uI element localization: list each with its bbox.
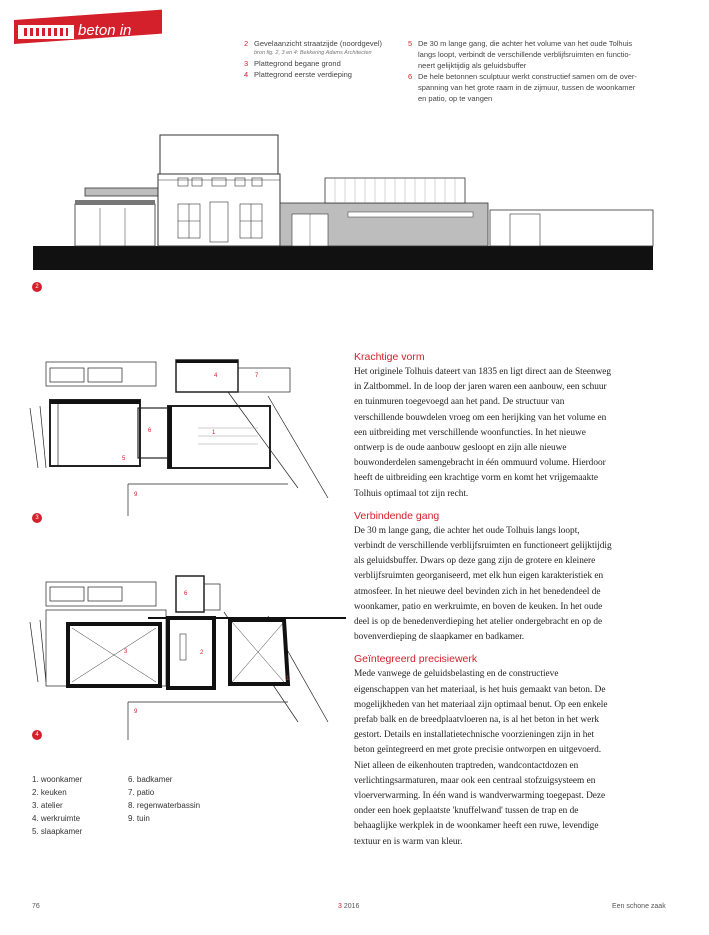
plan-label: 9 [134,709,138,715]
plan-label: 1 [212,430,216,436]
legend-item: 6. badkamer [128,775,173,784]
first-floor-plan [28,572,346,740]
legend-item: 1. woonkamer [32,775,83,784]
plan-label: 5 [122,456,126,462]
issue-label: 3 2016 [338,903,360,910]
section-heading: Krachtige vorm [354,351,425,363]
caption-source: bron fig. 2, 3 en 4: Bekkering Adams Architecten [254,50,372,56]
plan-label: 2 [200,650,204,656]
caption-item: 5 De 30 m lange gang, die achter het volume van het oude Tolhuis langs loopt, verbindt de verschillende verblijfsruimten en functio- neert gelijktijdig als geluidsbuffer [408,39,633,70]
legend-item: 2. keuken [32,788,67,797]
caption-item: 6 De hele betonnen sculptuur werkt constructief samen om de over- spanning van het grote raam in de zijmuur, tussen de woonkamer en patio, op te vangen [408,72,637,103]
section-paragraph: Mede vanwege de geluidsbelasting en de constructieve eigenschappen van het materiaal, is het huis gemaakt van beton. De mogelijkheden van het materiaal zijn optimaal benut. Op een enkele prefab balk en de breedplaatvloeren na, is al het beton in het werk gestort. Details en installatietechnische voorzieningen zijn in het beton geïntegreerd en met grote precisie ontworpen en uitgevoerd. Niet alleen de eikenhouten traptreden, wandcontactdozen en verlichtingsarmaturen, maar ook een centraal stofzuigsysteem en vloerverwarming. In één wand is wandverwarming toegepast. Deze onder een hoek geplaatste 'knuffelwand' tussen de trap en de behaaglijke werkplek in de woonkamer heeft een ruwe, levendige textuur en is warm van kleur. [354,669,608,847]
plan-label: 9 [134,492,138,498]
legend-item: 7. patio [128,788,155,797]
facade-elevation-drawing [30,130,655,275]
section-name: Een schone zaak [612,903,666,910]
brand-header [14,20,164,56]
section-paragraph: Het originele Tolhuis dateert van 1835 en ligt direct aan de Steenweg in Zaltbommel. In de loop der jaren waren een aanbouw, een schuur en tuinmuren toegevoegd aan het pand. De structuur van verschillende bouwdelen vroeg om een herijking van het volume en een uitbreiding met verschillende woonfuncties. In het nieuwe ontwerp is de oude aanbouw gesloopt en zijn alle nieuwe bouwonderdelen samengebracht in één ommuurd volume. Hierdoor heeft de uitbreiding een krachtige vorm en komt het vrijgemaakte Tolhuis optimaal tot zijn recht. [354,367,612,499]
legend-item: 3. atelier [32,801,63,810]
plan-label: 7 [255,373,259,379]
legend-col-2 [128,773,238,825]
cement-logo [18,25,74,39]
legend-item: 4. werkruimte [32,814,81,823]
article-body [354,351,612,858]
caption-item: 3 Plattegrond begane grond [244,59,341,68]
plan-label: 4 [214,373,218,379]
captions-right [408,38,638,104]
legend-item: 5. slaapkamer [32,827,83,836]
plan-label: 6 [184,591,188,597]
section-heading: Geïntegreerd precisiewerk [354,653,478,666]
plan-label: 1 [286,676,290,682]
figure-marker: 4 [32,730,42,740]
plan-label: 3 [124,649,128,655]
legend-item: 9. tuin [128,814,150,823]
captions-left [244,38,394,80]
figure-marker: 3 [32,513,42,523]
plan-label: 6 [148,428,152,434]
page-number: 76 [32,903,40,910]
ground-floor-plan [28,348,346,516]
caption-item: 2 Gevelaanzicht straatzijde (noordgevel) [244,39,382,48]
legend-col-1 [32,773,142,838]
section-heading: Verbindende gang [354,509,440,522]
caption-item: 4 Plattegrond eerste verdieping [244,70,352,79]
section-paragraph: De 30 m lange gang, die achter het oude Tolhuis langs loopt, verbindt de verschillende verblijfsruimten en functioneert gelijktijdig als geluidsbuffer. Dwars op deze gang zijn de grotere en kleinere verblijfsruimten georganiseerd, met elk hun eigen karakteristiek en atmosfeer. In het nieuwe deel bevinden zich in het benedendeel de woonkamer, patio en werkruimte, en boven de keuken. In het oude deel is op de benedenverdieping het atelier ondergebracht en op de bovenverdieping de slaapkamer en badkamer. [354,525,612,643]
figure-marker: 2 [32,282,42,292]
brand-text: beton in beeld [78,22,132,56]
legend-item: 8. regenwaterbassin [128,801,201,810]
